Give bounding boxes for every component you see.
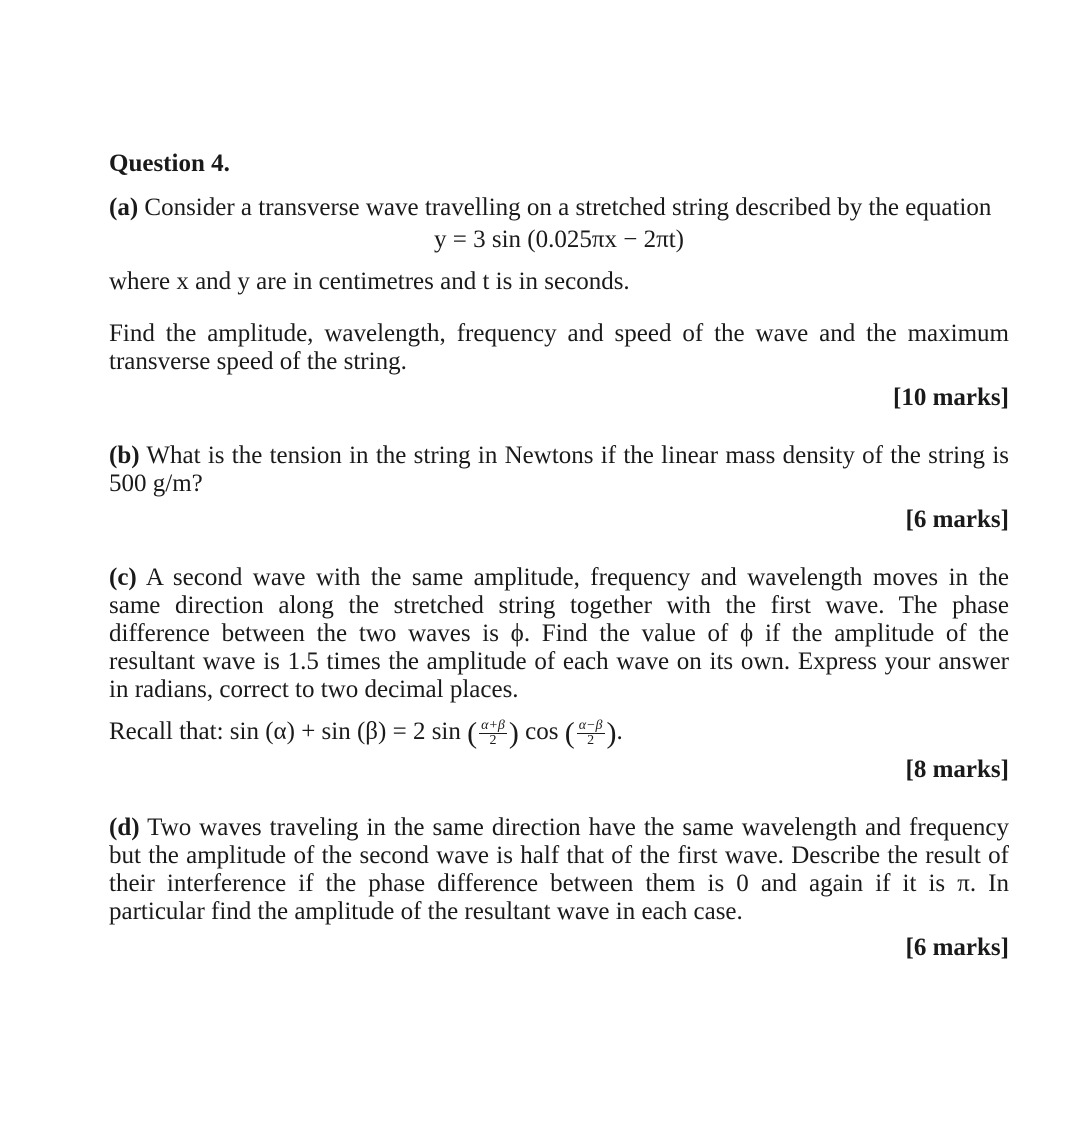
part-d-text: Two waves traveling in the same direction have the same wavelength and frequency but the amplitude of the second wave is half that of the first wave. Describe the result of their interference if the phase difference between them is 0 and again if it is π. In particular find the amplitude of the resultant wave in each case. <box>109 813 1009 925</box>
trig-identity: Recall that: sin (α) + sin (β) = 2 sin ( $\frac{\alpha+\beta}{2}$ ) cos ( $\frac{\alpha-\beta}{2}$ ). <box>109 716 623 750</box>
recall-suffix: . <box>616 718 623 745</box>
part-c-marks: [8 marks] <box>905 755 1009 783</box>
part-b-text-block <box>109 442 1009 498</box>
part-a-label: (a) <box>109 194 139 221</box>
fraction-sum-numerator: α+β <box>481 717 505 733</box>
fraction-sum-denominator: 2 <box>489 732 497 748</box>
fraction-diff-denominator: 2 <box>587 732 595 748</box>
part-a-intro-text: Consider a transverse wave travelling on a stretched string described by the equation <box>144 194 992 221</box>
fraction-diff <box>577 719 605 748</box>
part-c-text: A second wave with the same amplitude, frequency and wavelength moves in the same direction along the stretched string together with the first wave. The phase difference between the two waves is ϕ. Find the value of ϕ if the amplitude of the resultant wave is 1.5 times the amplitude of each wave on its own. Express your answer in radians, correct to two decimal places. <box>109 564 1009 703</box>
part-d-text-block <box>109 814 1009 926</box>
question-title: Question 4. <box>109 150 230 177</box>
fraction-sum <box>479 719 507 748</box>
part-d-label: (d) <box>109 813 140 841</box>
part-a-task: Find the amplitude, wavelength, frequency and speed of the wave and the maximum transverse speed of the string. <box>109 320 1009 375</box>
part-c-text-block <box>109 564 1009 704</box>
cos-text: cos <box>518 718 565 745</box>
part-d-marks: [6 marks] <box>905 933 1009 961</box>
part-a-intro <box>109 194 1009 222</box>
wave-equation: y = 3 sin (0.025πx − 2πt) <box>434 226 684 253</box>
part-b-label: (b) <box>109 442 140 469</box>
recall-prefix: Recall that: sin (α) + sin (β) = 2 sin <box>109 718 468 745</box>
part-b-marks: [6 marks] <box>905 506 1009 533</box>
fraction-diff-numerator: α−β <box>578 717 603 733</box>
part-b-text: What is the tension in the string in Newtons if the linear mass density of the string is 500 g/m? <box>109 442 1009 497</box>
part-c-label: (c) <box>109 564 137 591</box>
part-a-units: where x and y are in centimetres and t is in seconds. <box>109 268 630 295</box>
part-a-marks: [10 marks] <box>893 384 1009 411</box>
question-document <box>109 150 1009 962</box>
